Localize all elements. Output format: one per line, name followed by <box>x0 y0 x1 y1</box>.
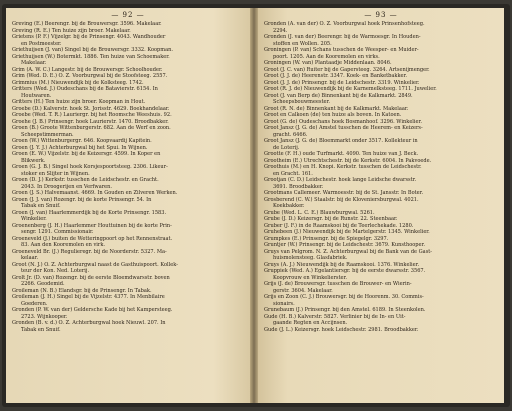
directory-line: Groileman (J. H.) Singel bij de Vijzelstr. 4377. In Menbilaire <box>12 294 165 300</box>
directory-line: Grijs (J. de) Brouwersgr. tusschen de Brouwer- en Wierin- <box>264 281 412 287</box>
directory-line: Greving (R. E.) Ten huize zijn broer. Makelaar. <box>12 27 131 34</box>
directory-line: Tabak en Snuif. <box>21 326 61 333</box>
directory-line: Gritters (H.) Ten huize zijn broer. Koopman in Hout. <box>12 99 146 105</box>
directory-line: Groot en Calkoen (de) ten huize als boven. In Katoen. <box>264 112 402 118</box>
directory-line: en Postmeester. <box>21 40 62 47</box>
directory-line: huismolensteeg. Glasfabriek. <box>273 255 348 261</box>
directory-line: Houtwaren. <box>21 92 52 99</box>
directory-line: stoker en Slijter in Wijnen. <box>21 170 90 177</box>
directory-line: Grunebaum (J.) Prinsengr. bij den Amstel. 6189. In Steenkolen. <box>264 307 426 313</box>
directory-line: Groot (J. J. de) Heerenstr. 3347. Koek- en Banketbakker. <box>264 73 407 79</box>
page-number: — 92 — <box>111 11 145 19</box>
directory-line: Grijs en Zoon (C. J.) Brouwersgr. bij de Hoorenm. 30. Commis- <box>264 294 424 300</box>
open-book <box>2 4 510 407</box>
directory-line: Scheepstimmerman. <box>21 131 74 138</box>
directory-line: Groen (J. J. van) Rozengr. bij de korte Prinsengr. 54. In <box>12 196 152 203</box>
directory-line: sionairs. <box>273 300 295 307</box>
directory-line: Gritters (Wed. J.) Oudeschans bij de Batavierstr. 6154. In <box>12 86 158 92</box>
directory-line: Groen (G. J. B.) Singel hoek Korsjespoortsteeg. 2306. Likeur- <box>12 164 168 170</box>
directory-line: Groen (J. van) Haarlemmerdijk bij de Korte Prinsengr. 1583. <box>12 209 167 216</box>
right-page-text <box>258 21 504 333</box>
directory-line: 2043. In Droogerijen en Verfwaren. <box>21 183 112 190</box>
directory-line: Grootmans Callemeer. Warmoesstr. bij de St. Jansstr. In Boter. <box>264 190 424 196</box>
directory-line: Makelaar. <box>21 60 47 66</box>
directory-line: Groen (B.) Groote Wittenburgerstr. 682. Aan de Werf en zoon. <box>12 125 171 131</box>
directory-line: Groothuis (M.) en H. Knopi. Kerkstr. tusschen de Leidschestr. <box>264 164 422 170</box>
directory-line: Tabak en Snuif. <box>21 203 61 209</box>
directory-line: 83. Aan den Kooremolen en virk. <box>21 242 105 248</box>
directory-line: Groot (R. N. de) Binnenkant bij de Kalkmarkt. Makelaar. <box>264 105 409 112</box>
directory-line: Groen (D. J.) Kerkstr. tusschen de Leidschestr. en Gracht. <box>12 177 159 183</box>
directory-line: Groot Jansz (J. G. de) Bloemmarkt onder 3517. Kollekteur in <box>264 138 418 144</box>
directory-line: Griethuijsen (W.) Botermkt. 1886. Ten huize van Schoemaker. <box>12 53 170 60</box>
directory-line: Grootheim (E.) Utrechtschestr. bij de Kerkstr. 6004. In Pakvoede. <box>264 157 432 164</box>
directory-line: 2294. <box>273 27 288 34</box>
directory-line: Gude (H. B.) Kalverstr. 5827. Verlinier bij de In- en Uit- <box>264 313 406 320</box>
directory-line: Gruntjer (W.) Prinsengr. bij de Leidschestr. 3679. Kunsthooper. <box>264 242 425 248</box>
directory-line: Groot (G. de) Oudeschans hoek Bosmanhoof. 3296. Winkelier. <box>264 118 422 125</box>
directory-line: Grootte (F. H.) oude Turfmarkt. 4090. Ten huize van J. Beck. <box>264 151 419 157</box>
directory-line: Greving (E.) Beerengr. bij de Brouwersgr. 3596. Makelaar. <box>12 21 162 27</box>
directory-line: Grolt Jr. (D. van) Rozengr. bij de eerste Bloemdwarsstr. boven <box>12 274 170 281</box>
directory-line: Gruys van Pelgrom. N. Z. Achterburgwal bij de Bank van de Gast- <box>264 248 433 255</box>
directory-line: Groot Jansz (J. G. de) Amstel tusschen de Heerem- en Keizers- <box>264 125 423 131</box>
directory-line: Grootjan (C. D.) Leidschestr. hoek lange Leidsche dwarsstr. <box>264 177 417 183</box>
directory-line: Gruber (J. F.) in de Raamskooi bij de Teerlechekade. 1280. <box>264 222 414 229</box>
directory-line: 3691. Broodbakker. <box>273 183 324 190</box>
directory-line: Gronden (A. van der) O. Z. Voorburgwal hoek Prinsenhofsteeg. <box>264 21 425 27</box>
directory-line: Groot (N. J.) O. Z. Achterburgwal naast de Gasthuispoort. Kollek- <box>12 261 178 268</box>
directory-line: Goederen. <box>21 300 48 307</box>
directory-line: Groningen (W. van) Plantaadje Middenlaan. 8046. <box>264 60 392 66</box>
directory-line: Groen (J. Y. J.) Achterburgwal bij het Spui. In Wijnen. <box>12 144 148 151</box>
left-page-text <box>6 21 250 333</box>
directory-line: gracht. 6466. <box>273 131 308 138</box>
directory-line: Groot (J. C. van) Ruiter bij de Gapersteeg. 3264. Artsenijmenger. <box>264 66 430 73</box>
directory-line: Groenenberg (J. H.) Haarlemmer Houttuinen bij de korte Prin- <box>12 222 172 229</box>
directory-line: Gruys (A. J.) Nieuwendijk bij de Raamskooi. 1376. Winkelier. <box>264 261 420 268</box>
directory-line: Grumpkes (E.) Prinsengr. bij de Spiegelgr. 3297. <box>264 235 389 242</box>
directory-line: en Gracht. 161. <box>273 170 313 177</box>
directory-line: 2266. Geodemid. <box>21 281 65 287</box>
directory-line: Groebe (Wed. T. R.) Lauriergr. bij het Roomsche Weeshuis. 92. <box>12 112 172 118</box>
directory-line: teur der Kon. Ned. Loterij. <box>21 268 90 274</box>
directory-line: Scheepsbouwmeester. <box>273 99 330 105</box>
directory-line: Griethuijsen (J. van) Singel bij de Brouwersgr. 3332. Koopman. <box>12 47 173 53</box>
directory-line: de Loterij. <box>273 144 300 151</box>
directory-line: Grube (J. D.) Keizersgr. bij de Runstr. 22. Steenbaar. <box>264 216 398 222</box>
page-number: — 93 — <box>364 11 398 19</box>
directory-line: Groen (W.) Wittenburgergr. 646. Koopvaardij Kapitein. <box>12 138 152 144</box>
directory-line: Groot (J. van Berp de) Binnenkant bij de Kalkmarkt. 2849. <box>264 92 413 99</box>
directory-line: 2723. Wijnkooper. <box>21 313 68 320</box>
directory-line: Groot (R. J. de) Nieuwendijk bij de Karnemelksteeg. 1711. Juwelier. <box>264 86 437 92</box>
directory-line: Groeneveld Br. (J.) Regulieregr. bij de Noorderstr. 5327. Ma- <box>12 248 167 255</box>
directory-line: Groehe (J. B.) Prinsengr. hoek Laurierstr. 1470. Broodbakker. <box>12 118 169 125</box>
directory-line: Groeneveld (J.) buiten de Wetteringpoort op het Rennenstraat. <box>12 235 173 242</box>
directory-line: Koekbakker. <box>273 203 305 209</box>
directory-line: Gruppiek (Wed. A.) Egelantiersgr. bij de eerste dwarsstr. 3567. <box>264 268 426 274</box>
directory-line: Gruhebeen (J.) Nieuwendijk bij de Martelgerstr. 1345. Winkelier. <box>264 229 430 235</box>
directory-line: gerstr. 3604. Makelaar. <box>273 287 333 294</box>
directory-line: gaande Regten en Accijnsen. <box>273 320 348 326</box>
directory-line: Gronden (J. van der) Beerengr. bij de Warmoesgr. In Houden- <box>264 34 421 40</box>
directory-line: Groningen (P. van) Schans tusschen de Weesper- en Muider- <box>264 47 419 53</box>
directory-line: stoffen en Wollen. 205. <box>273 40 332 47</box>
directory-line: Groen (J. S.) Halvemaanst. 4669. In Gouden en Zilveren Werken. <box>12 190 178 196</box>
directory-line: Grim (A. W. C.) Langestr. bij de Brouwersgr. Schoolhouder. <box>12 66 163 73</box>
directory-line: sengr. 1291. Commissionair. <box>21 229 94 235</box>
directory-line: Groileman (N. B.) Elandsgr. bij de Prinsengr. In Tabak. <box>12 287 152 294</box>
directory-line: Blikwerk. <box>21 157 46 164</box>
book-spine <box>250 8 258 403</box>
directory-line: Winkelier. <box>21 216 47 222</box>
directory-line: Grosberend (C. W.) Staalstr. bij de Kloveniersburgwal. 4021. <box>264 196 419 203</box>
directory-line: Grim (Wed. D. E.) O. Z. Voorburgwal bij de Stoofsteeg. 2557. <box>12 73 168 79</box>
directory-line: Gude (J. L.) Keizersgr. hoek Leidschestr. 2981. Broodbakker. <box>264 326 419 333</box>
left-page <box>6 8 250 403</box>
directory-line: Gronden (P. W. van der) Geldersche Kade bij het Kampersteeg. <box>12 307 173 313</box>
directory-line: poort. 1205. Aan de Kooremolen en virks. <box>273 53 380 60</box>
directory-line: kelaar. <box>21 255 39 261</box>
directory-line: Gronden (B. v. d.) O. Z. Achterburgwal hoek Nieuwl. 207. In <box>12 320 166 326</box>
directory-line: Groot (J. J. de) Prinsengr. bij de Leidschestr. 3319. Winkelier. <box>264 79 420 86</box>
directory-line: Koopvrouw en Winkelierster. <box>273 274 347 281</box>
directory-line: Groebe (D.) Kalverstr. hoek St. Jorisstr. 4629. Boekhandelaar. <box>12 105 170 112</box>
right-page <box>258 8 504 403</box>
directory-line: Grube (Wed. L. C. E.) Blauwburgwal. 5261. <box>264 209 375 216</box>
directory-line: Groen (E. W.) Vijzelstr. bij de Keizersgr. 4599. In Koper en <box>12 151 161 157</box>
directory-line: Grietens (P. F.) Vijzelgr. bij de Prinsengr. 4043. Wandhouder <box>12 34 166 40</box>
directory-line: Grimmius (M.) Nieuwendijk bij de Kolksteeg. 1742. <box>12 79 144 86</box>
